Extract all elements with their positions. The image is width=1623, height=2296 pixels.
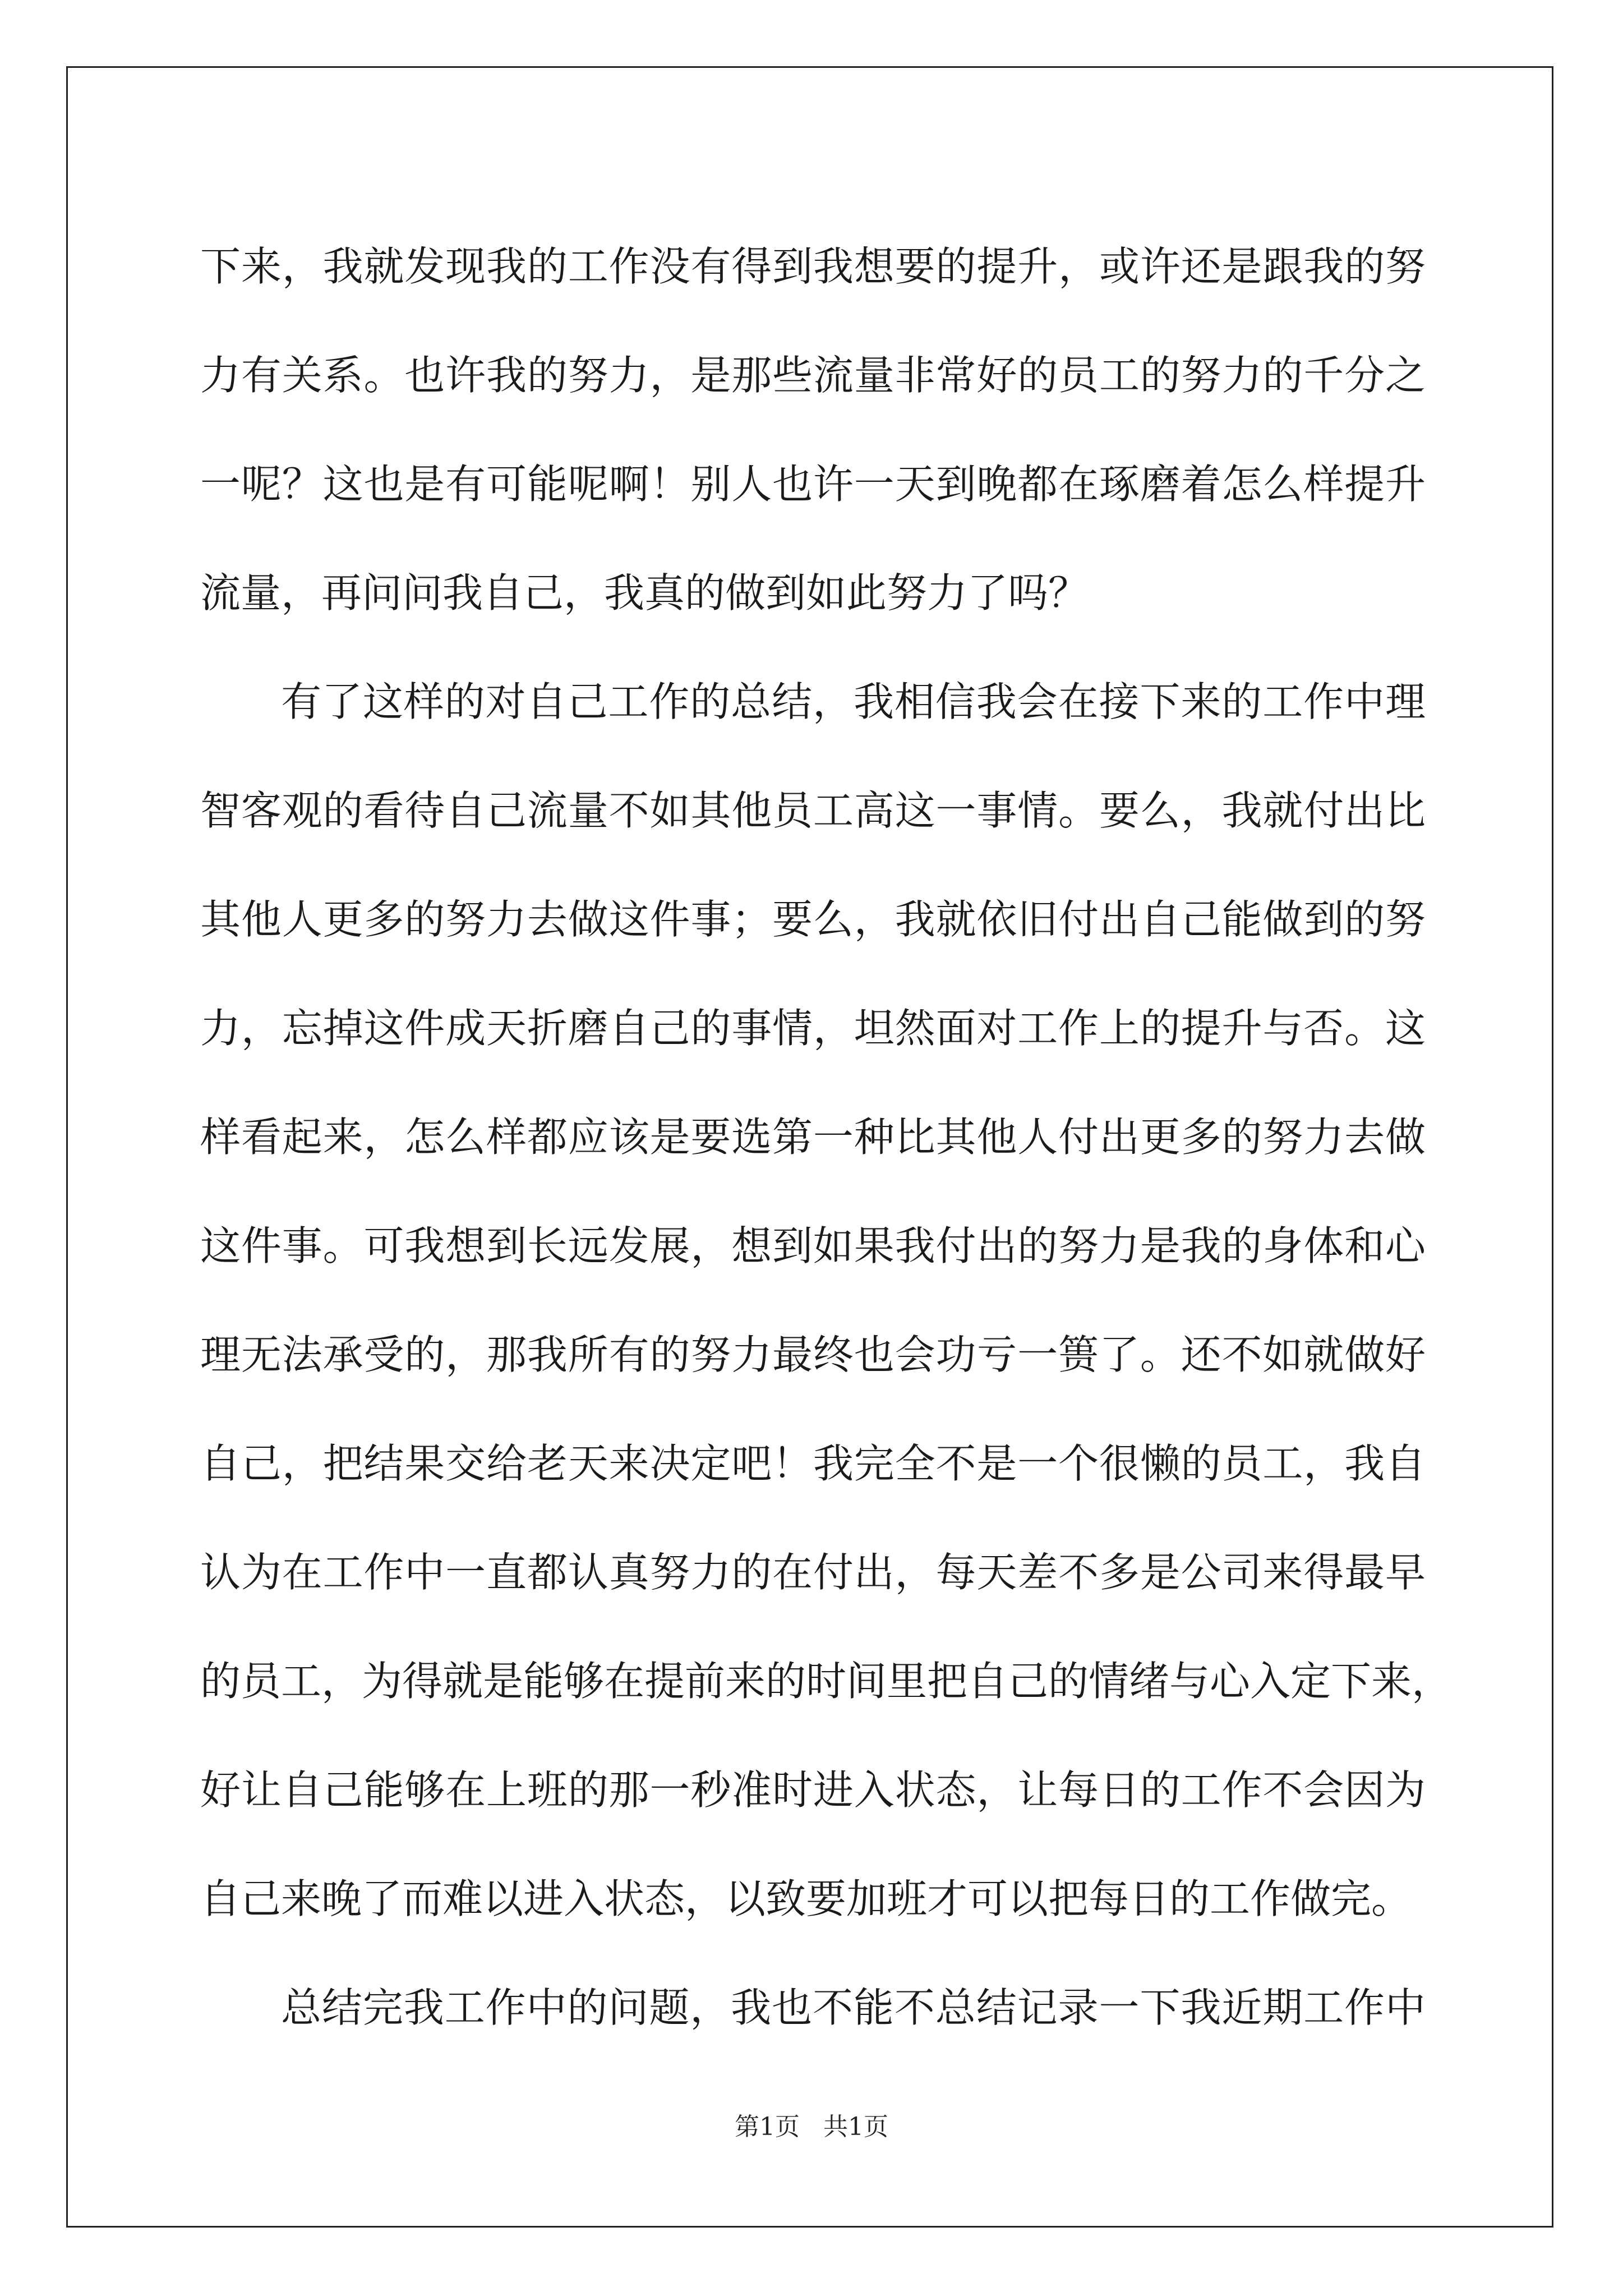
- text-line: 有了这样的对自己工作的总结，我相信我会在接下来的工作中理: [281, 678, 1426, 725]
- text-line: 力有关系。也许我的努力，是那些流量非常好的员工的努力的千分之: [200, 352, 1426, 399]
- text-line: 自己，把结果交给老天来决定吧！我完全不是一个很懒的员工，我自: [200, 1440, 1426, 1487]
- text-line: 这件事。可我想到长远发展，想到如果我付出的努力是我的身体和心: [200, 1222, 1426, 1269]
- text-line: 样看起来，怎么样都应该是要选第一种比其他人付出更多的努力去做: [200, 1114, 1426, 1161]
- text-line: 总结完我工作中的问题，我也不能不总结记录一下我近期工作中: [281, 1984, 1426, 2031]
- text-line: 下来，我就发现我的工作没有得到我想要的提升，或许还是跟我的努: [200, 243, 1426, 290]
- text-line: 好让自己能够在上班的那一秒准时进入状态，让每日的工作不会因为: [200, 1766, 1426, 1814]
- text-line: 理无法承受的，那我所有的努力最终也会功亏一篑了。还不如就做好: [200, 1331, 1426, 1378]
- text-line: 智客观的看待自己流量不如其他员工高这一事情。要么，我就付出比: [200, 787, 1426, 834]
- text-line: 认为在工作中一直都认真努力的在付出，每天差不多是公司来得最早: [200, 1549, 1426, 1596]
- text-line: 自己来晚了而难以进入状态，以致要加班才可以把每日的工作做完。: [200, 1875, 1412, 1922]
- text-line: 其他人更多的努力去做这件事；要么，我就依旧付出自己能做到的努: [200, 896, 1426, 943]
- text-line: 流量，再问问我自己，我真的做到如此努力了吗？: [200, 569, 1089, 616]
- text-line: 力，忘掉这件成天折磨自己的事情，坦然面对工作上的提升与否。这: [200, 1005, 1426, 1052]
- document-body: [200, 212, 1453, 2031]
- text-line: 一呢？这也是有可能呢啊！别人也许一天到晚都在琢磨着怎么样提升: [200, 461, 1426, 508]
- page-number-footer: 第1页 共1页: [735, 2113, 888, 2141]
- text-line: 的员工，为得就是能够在提前来的时间里把自己的情绪与心入定下来，: [200, 1658, 1453, 1705]
